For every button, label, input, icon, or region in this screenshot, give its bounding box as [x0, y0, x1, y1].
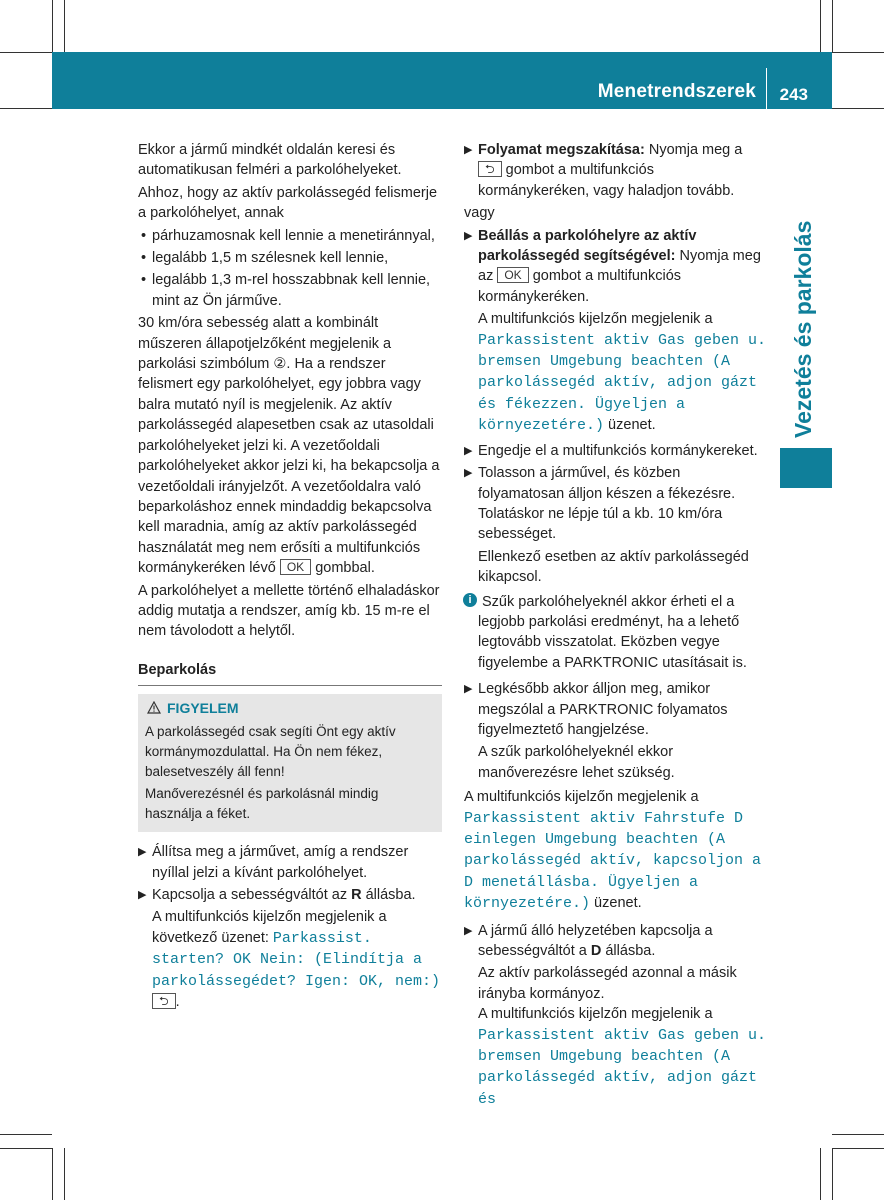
display-message: Parkassistent aktiv Gas geben u. bremsen Umgebung beachten (A parkolássegéd aktív, adjon gázt és	[478, 1026, 767, 1108]
crop-mark	[820, 0, 821, 52]
info-circle-icon: i	[463, 593, 477, 607]
step-detail: A szűk parkolóhelyeknél ekkor manőverezésre lehet szükség.	[478, 744, 675, 781]
info-note: i Szűk parkolóhelyeknél akkor érheti el a legjobb parkolási eredményt, ha a lehető legtovább visszatolat. Eközben vegye figyelembe a PARKTRONIC utasításait is.	[464, 592, 769, 674]
paragraph: Ahhoz, hogy az aktív parkolássegéd felismerje a parkolóhelyet, annak	[138, 184, 438, 222]
display-message: Parkassistent aktiv Gas geben u. bremsen Umgebung beachten (A parkolássegéd aktív, adjon gázt és fékezzen. Ügyeljen a környezetére.)	[478, 331, 767, 435]
crop-mark	[832, 52, 884, 53]
right-column	[464, 140, 769, 1110]
step-item: ▶ A jármű álló helyzetében kapcsolja a sebességváltót a D állásba.	[464, 922, 713, 960]
display-message: Parkassistent aktiv Fahrstufe D einlegen Umgebung beachten (A parkolássegéd aktív, kapcsoljon a D menetállásba. Ügyeljen a környezetére.)	[464, 809, 762, 913]
warning-text: Manőverezésnél és parkolásnál mindig használja a féket.	[145, 786, 379, 822]
step-item: ▶ Beállás a parkolóhelyre az aktív parkolássegéd segítségével: Nyomja meg az OK gombot a multifunkciós kormánykeréken.	[464, 227, 761, 305]
list-item: • legalább 1,3 m-rel hosszabbnak kell lennie, mint az Ön járműve.	[141, 272, 431, 309]
paragraph: Ekkor a jármű mindkét oldalán keresi és automatikusan felméri a parkolóhelyeket.	[138, 142, 402, 179]
chapter-title: Menetrendszerek	[597, 81, 756, 102]
crop-mark	[832, 1148, 884, 1149]
step-item: ▶ Tolasson a járművel, és közben folyamatosan álljon készen a fékezésre. Tolatáskor ne lépje túl a kb. 10 km/óra sebességet.	[464, 465, 736, 543]
paragraph: A parkolóhelyet a mellette történő elhaladáskor addig mutatja a rendszer, amíg kb. 15 m-re el nem távolodott a helytől.	[138, 582, 440, 640]
crop-mark	[64, 1148, 65, 1200]
display-message: Parkassist. starten? OK Nein: (Elindítja a parkolássegédet? Igen: OK, nem:)	[152, 929, 441, 990]
crop-mark	[832, 1134, 884, 1135]
crop-mark	[0, 52, 52, 53]
warning-box	[138, 694, 442, 832]
crop-mark	[0, 1148, 52, 1149]
step-detail: A multifunkciós kijelzőn megjelenik a következő üzenet: Parkassist. starten? OK Nein: (Elindítja a parkolássegédet? Igen: OK, nem:) ⮌ .	[152, 909, 441, 1010]
crop-mark	[0, 1134, 52, 1135]
list-item: • legalább 1,5 m szélesnek kell lennie,	[141, 250, 389, 267]
circled-number-icon: ②	[273, 356, 287, 373]
back-key-icon: ⮌	[478, 161, 502, 177]
crop-mark	[52, 0, 53, 52]
crop-mark	[52, 1148, 53, 1200]
paragraph: A multifunkciós kijelzőn megjelenik a Parkassistent aktiv Fahrstufe D einlegen Umgebung beachten (A parkolássegéd aktív, kapcsoljon a D menetállásba. Ügyeljen a környezetére.) üzenet.	[464, 789, 762, 913]
step-item: ▶ Engedje el a multifunkciós kormánykereket.	[464, 442, 758, 459]
header-divider	[766, 68, 767, 109]
side-tab-bar	[780, 448, 832, 488]
left-column	[138, 140, 442, 1012]
ok-key-icon: OK	[280, 559, 311, 575]
crop-mark	[832, 1148, 833, 1200]
step-item: ▶ Kapcsolja a sebességváltót az R állásba.	[138, 886, 416, 903]
section-title: Beparkolás	[138, 660, 442, 686]
back-key-icon: ⮌	[152, 993, 176, 1009]
page-header	[52, 52, 832, 109]
side-tab-label: Vezetés és parkolás	[790, 220, 816, 438]
step-item: ▶ Legkésőbb akkor álljon meg, amikor megszólal a PARKTRONIC folyamatos figyelmeztető hangjelzése.	[464, 681, 728, 738]
step-detail: Ellenkező esetben az aktív parkolássegéd kikapcsol.	[478, 548, 749, 586]
crop-mark	[64, 0, 65, 52]
warning-text: A parkolássegéd csak segíti Önt egy aktív kormánymozdulattal. Ha Ön nem fékez, balesetveszély áll fenn!	[145, 724, 396, 780]
page-number: 243	[779, 85, 808, 104]
warning-title: FIGYELEM	[145, 698, 434, 718]
step-detail: Az aktív parkolássegéd azonnal a másik irányba kormányoz.	[478, 965, 737, 1002]
step-detail: A multifunkciós kijelzőn megjelenik a Parkassistent aktiv Gas geben u. bremsen Umgebung beachten (A parkolássegéd aktív, adjon gázt és fékezzen. Ügyeljen a környezetére.) üzenet.	[478, 311, 767, 435]
crop-mark	[0, 108, 52, 109]
ok-key-icon: OK	[497, 267, 528, 283]
paragraph: vagy	[464, 205, 495, 222]
step-detail: A multifunkciós kijelzőn megjelenik a Parkassistent aktiv Gas geben u. bremsen Umgebung beachten (A parkolássegéd aktív, adjon gázt és	[478, 1006, 767, 1108]
paragraph: 30 km/óra sebesség alatt a kombinált műszeren állapotjelzőként megjelenik a parkolási szimbólum ②. Ha a rendszer felismert egy parkolóhelyet, egy jobbra vagy balra mutató nyíl is megjelenik. Az aktív parkolássegéd alapesetben csak az utasoldali parkolóhelyeket jelzi ki. A vezetőoldali parkolóhelyeket akkor jelzi ki, ha bekapcsolja a vezetőoldali irányjelzőt. A vezetőoldalra való beparkoláshoz ennek mindaddig bekapcsolva kell maradnia, amíg az aktív parkolássegéd használatát meg nem erősíti a multifunkciós kormánykeréken lévő OK gombbal.	[138, 315, 440, 577]
warning-triangle-icon	[147, 699, 161, 719]
step-item: ▶ Állítsa meg a járművet, amíg a rendszer nyíllal jelzi a kívánt parkolóhelyet.	[138, 844, 409, 881]
step-item: ▶ Folyamat megszakítása: Nyomja meg a ⮌ gombot a multifunkciós kormánykeréken, vagy haladjon tovább.	[464, 142, 743, 199]
crop-mark	[832, 0, 833, 52]
list-item: • párhuzamosnak kell lennie a menetiránnyal,	[141, 227, 435, 244]
crop-mark	[832, 108, 884, 109]
crop-mark	[820, 1148, 821, 1200]
